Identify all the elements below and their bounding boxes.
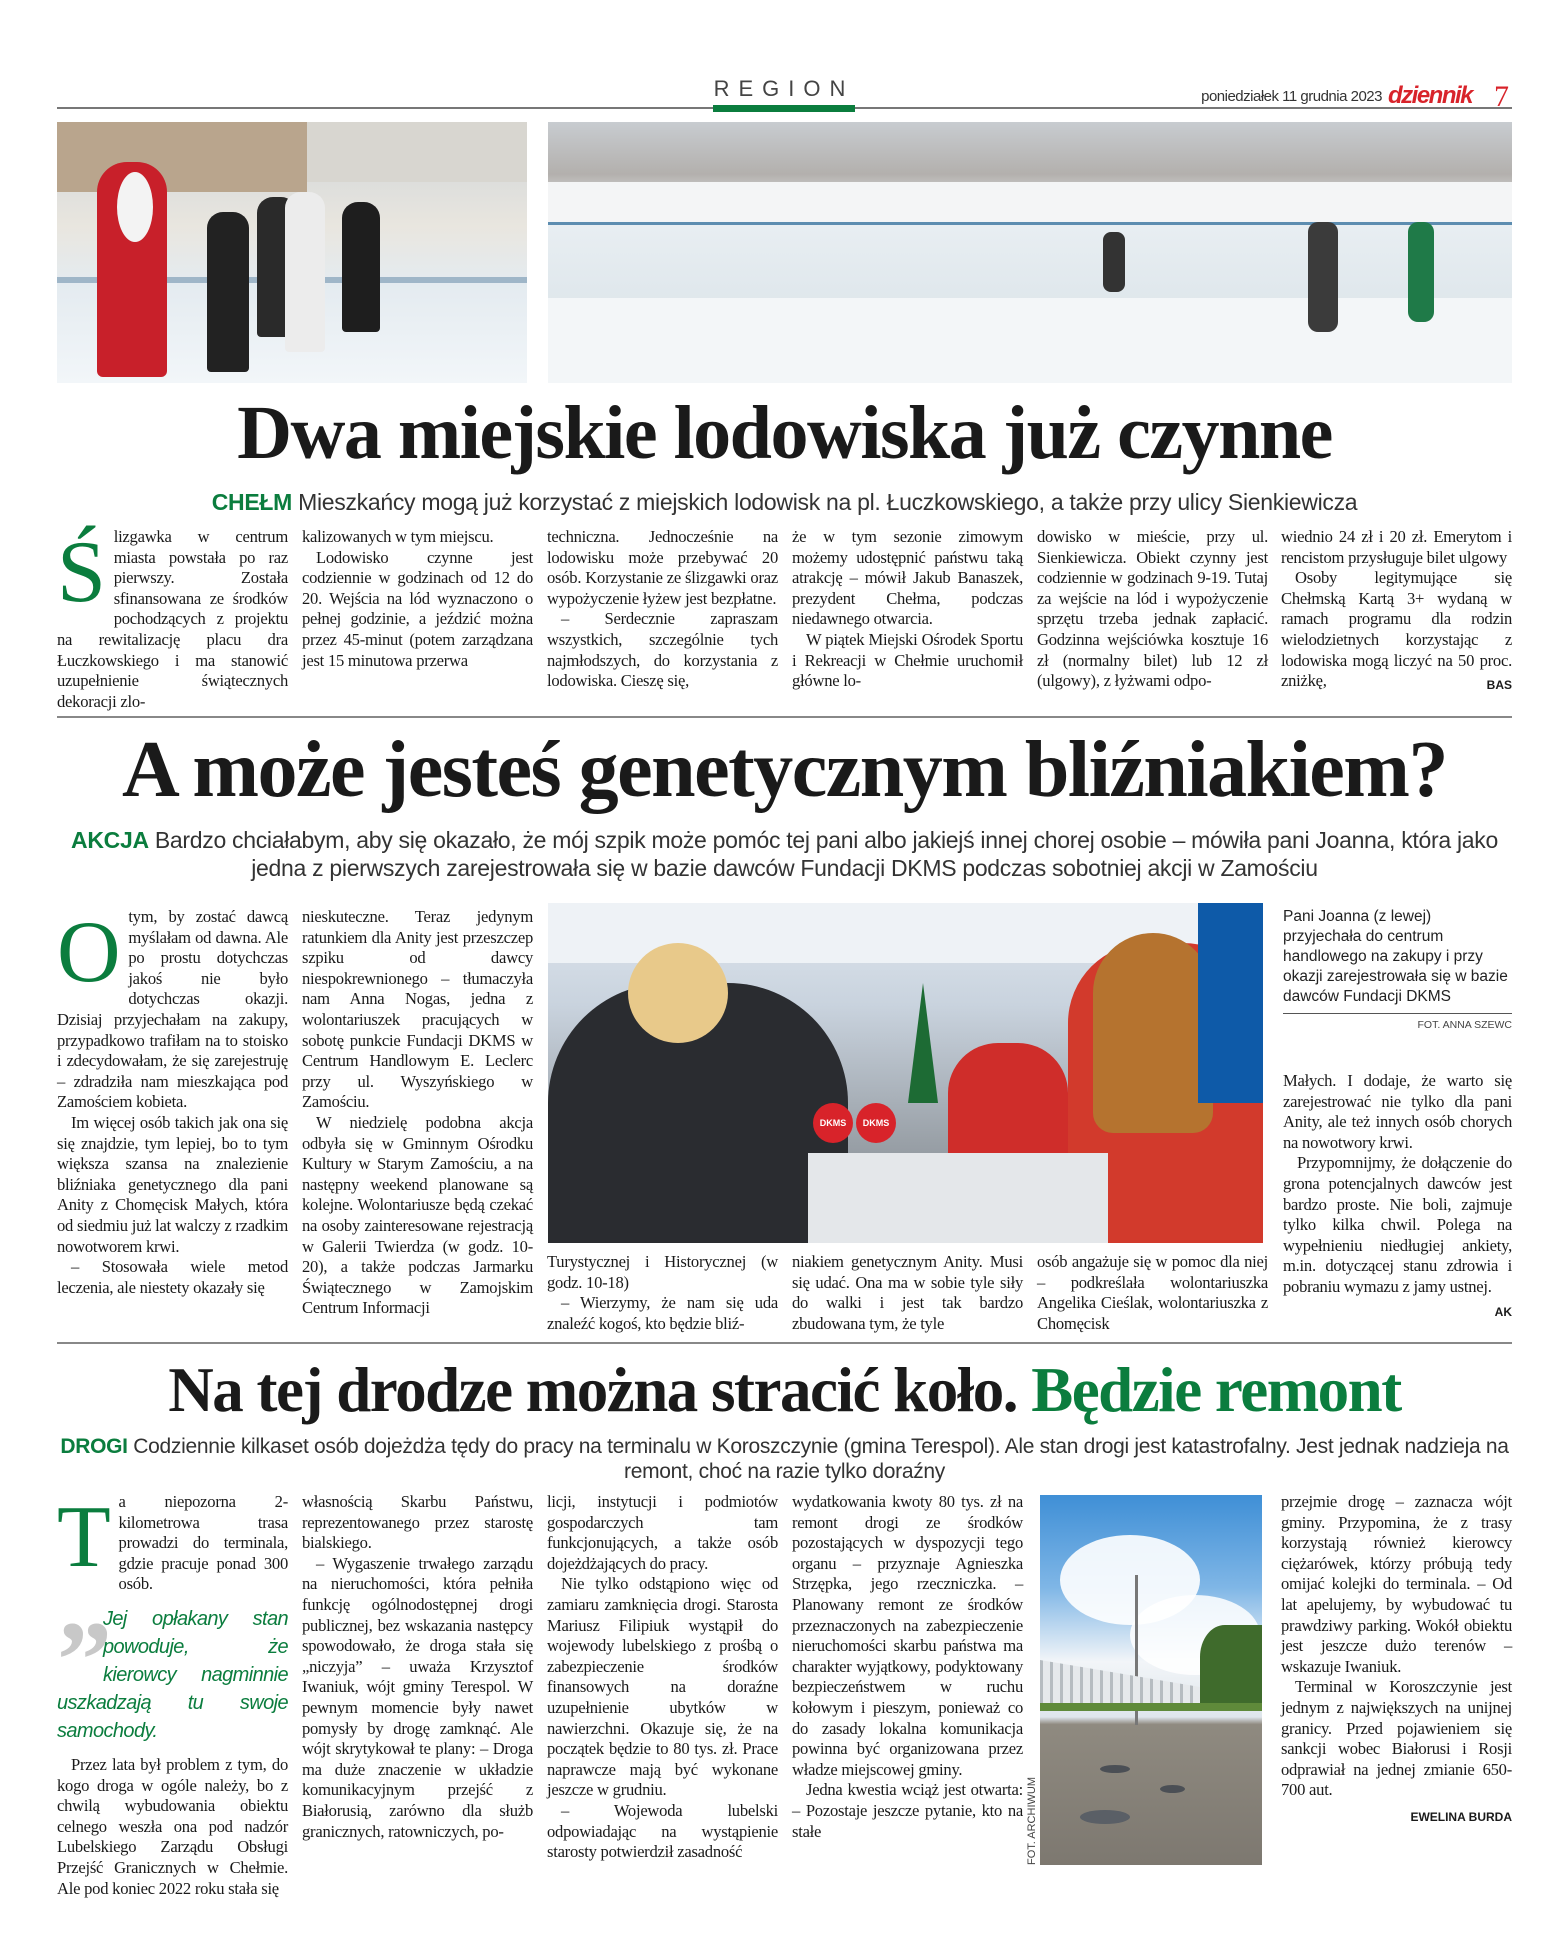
paragraph: wydatkowania kwoty 80 tys. zł na remont drogi ze środków pozostających w dyspozycji tego organu – przyznaje Agnieszka Strzępka, jego rzeczniczka. – Planowany remont ze środków przeznaczonych na zabezpieczenie nieruchomości skarbu państwa ma charakter wyjątkowy, podyktowany bezpieczeństwem w ruchu kołowym i pieszym, ponieważ co do zasady lokalna komunikacja powinna być organizowana przez władze miejscowej gminy. <box>792 1492 1023 1779</box>
lead-road-repair <box>57 1434 1512 1484</box>
paragraph: że w tym sezonie zimowym możemy udostępnić państwu taką atrakcję – mówił Jakub Banaszek, prezydent Chełma, podczas niedawnego otwarcia. <box>792 527 1023 629</box>
photo-santa-skating <box>57 122 527 383</box>
paragraph: Nie tylko odstąpiono więc od zamiaru zamknięcia drogi. Starosta Mariusz Filipiuk wystąpił do wojewody lubelskiego z prośbą o zabezpieczenie środków finansowych na doraźne uzupełnienie ubytków w nawierzchni. Okazuje się, że na początek będzie to 80 tys. zł. Prace naprawcze mają być wykonane jeszcze w grudniu. <box>547 1574 778 1800</box>
page-number: 7 <box>1494 80 1509 113</box>
article-divider <box>57 716 1512 718</box>
headline-main: Na tej drodze można stracić koło. <box>168 1355 1017 1425</box>
lead-text: Mieszkańcy mogą już korzystać z miejskich lodowisk na pl. Łuczkowskiego, a także przy ulicy Sienkiewicza <box>298 489 1358 515</box>
author-signature: EWELINA BURDA <box>1410 1809 1512 1824</box>
lead-tag: DROGI <box>60 1435 128 1458</box>
photo-dkms-stand <box>548 903 1263 1243</box>
photo-damaged-road <box>1040 1495 1262 1865</box>
photo-caption: Pani Joanna (z lewej) przyjechała do centrum handlowego na zakupy i przy okazji zarejestrowała się w bazie dawców Fundacji DKMS <box>1283 908 1508 1005</box>
paragraph: Jedna kwestia wciąż jest otwarta: – Pozostaje jeszcze pytanie, kto na stałe <box>792 1780 1023 1841</box>
article1-column-3 <box>547 527 778 692</box>
article2-column-6 <box>1283 907 1512 1322</box>
article2-column-5 <box>1037 1252 1268 1334</box>
paragraph: Terminal w Koroszczynie jest jednym z największych na unijnej granicy. Przed pojawieniem się sankcji wobec Białorusi i Rosji odprawiał na jednej zmianie 650-700 aut. <box>1281 1677 1512 1800</box>
paragraph: a niepozorna 2-kilometrowa trasa prowadzi do terminala, gdzie pracuje ponad 300 osób. <box>118 1492 288 1594</box>
article3-column-2 <box>302 1492 533 1842</box>
article1-column-6 <box>1281 527 1512 696</box>
article2-column-3 <box>547 1252 778 1334</box>
paragraph: techniczna. Jednocześnie na lodowisku może przebywać 20 osób. Korzystanie ze ślizgawki oraz wypożyczenie łyżew jest bezpłatne. <box>547 527 778 608</box>
paragraph: osób angażuje się w pomoc dla niej – podkreślała wolontariuszka Angelika Cieślak, wolontariuszka z Chomęcisk <box>1037 1252 1268 1333</box>
author-signature: BAS <box>1486 678 1512 693</box>
paragraph: – Stosowała wiele metod leczenia, ale niestety okazały się <box>57 1257 288 1297</box>
paragraph: nieskuteczne. Teraz jedynym ratunkiem dla Anity jest przeszczep szpiku od dawcy niespokrewnionego – tłumaczyła nam Anna Nogas, jedna z wolontariuszek pracujących w sobotę punkcie Fundacji DKMS w Centrum Handlowym E. Leclerc przy ul. Wyszyńskiego w Zamościu. <box>302 907 533 1112</box>
lead-text: Codziennie kilkaset osób dojeżdża tędy do pracy na terminalu w Koroszczynie (gmina Terespol). Ale stan drogi jest katastrofalny. Jest jednak nadzieja na remont, choć na razie tylko doraźny <box>133 1435 1509 1483</box>
drop-cap: Ś <box>57 524 106 621</box>
lead-ice-rinks <box>57 488 1512 516</box>
paragraph: Im więcej osób takich jak ona się się znajdzie, tym lepiej, bo to tym większa szansa na znalezienie bliźniaka genetycznego dla pani Anity z Chomęcisk Małych, która od siedmiu już lat walczy z rzadkim nowotworem krwi. <box>57 1112 288 1256</box>
article-divider <box>57 1342 1512 1344</box>
paragraph: własnością Skarbu Państwu, reprezentowanego przez starostę bialskiego. <box>302 1492 533 1553</box>
paragraph: – Wygaszenie trwałego zarządu na nieruchomości, która pełniła funkcję ogólnodostępnej drogi publicznej, bez wskazania następcy spowodowało, że droga stała się „niczyja” – uważa Krzysztof Iwaniuk, wójt gminy Terespol. W pewnym momencie były nawet pomysły by drogę zamknąć. Ale wójt skrytykował te plany: – Droga ma duże znaczenie w układzie komunikacyjnym przejść z Białorusią, zarówno dla służb granicznych, ratowniczych, po- <box>302 1553 533 1841</box>
headline-road-repair <box>57 1352 1512 1428</box>
paragraph: niakiem genetycznym Anity. Musi się udać. Ona ma w sobie tyle siły do walki i jest tak bardzo zbudowana tym, że tyle <box>792 1252 1023 1333</box>
paragraph: Małych. I dodaje, że warto się zarejestrować nie tylko dla pani Anity, ale też innych osób chorych na nowotwory krwi. <box>1283 1071 1512 1152</box>
paragraph: – Wojewoda lubelski odpowiadając na wystąpienie starosty potwierdził zasadność <box>547 1800 778 1862</box>
paragraph: kalizowanych w tym miejscu. <box>302 527 494 546</box>
photo-credit-vertical: FOT. ARCHIWUM <box>1026 1777 1038 1865</box>
article3-column-6 <box>1281 1492 1512 1828</box>
article2-column-4 <box>792 1252 1023 1334</box>
article1-column-1 <box>57 524 288 712</box>
quote-mark-icon: ” <box>57 1598 112 1721</box>
article3-column-3 <box>547 1492 778 1863</box>
dkms-lollipop: DKMS <box>813 1103 853 1143</box>
author-signature: AK <box>1494 1304 1512 1319</box>
headline-ice-rinks: Dwa miejskie lodowiska już czynne <box>237 391 1332 475</box>
paragraph: lizgawka w centrum miasta powstała po raz pierwszy. Została sfinansowana ze środków pochodzących z projektu na rewitalizację placu dra Łuczkowskiego i ma stanowić uzupełnienie świątecznych dekoracji zlo- <box>57 527 288 711</box>
issue-date: poniedziałek 11 grudnia 2023 <box>1201 88 1382 105</box>
article3-column-4 <box>792 1492 1023 1842</box>
pull-quote <box>57 1598 288 1745</box>
lead-genetic-twin <box>57 826 1512 882</box>
paragraph: tym, by zostać dawcą myślałam od dawna. Ale po prostu dotychczas jakoś nie było dotychczas okazji. Dzisiaj przyjechałam na zakupy, przypadkowo trafiłam na to stoisko i zdecydowałam, że się zarejestruję – zdradziła nam mieszkająca pod Zamościem kobieta. <box>57 907 288 1112</box>
article1-column-5 <box>1037 527 1268 692</box>
paragraph: – Wierzymy, że nam się uda znaleźć kogoś, kto będzie bliź- <box>547 1293 778 1333</box>
photo-credit: FOT. ANNA SZEWC <box>1417 1019 1512 1031</box>
headline-genetic-twin: A może jesteś genetycznym bliźniakiem? <box>122 726 1447 814</box>
paragraph: dowisko w mieście, przy ul. Sienkiewicza. Obiekt czynny jest codziennie w godzinach 9-19. Tutaj za wejście na lód i wypożyczenie sprzętu trzeba jednak zapłacić. Godzinna wejściówka kosztuje 16 zł (normalny bilet) lub 12 zł (ulgowy), z łyżwami odpo- <box>1037 527 1268 691</box>
article1-column-2 <box>302 527 533 671</box>
drop-cap: T <box>57 1489 111 1586</box>
paragraph: przejmie drogę – zaznacza wójt gminy. Przypomina, że z trasy korzystają również kierowcy ciężarówek, którzy próbują tedy omijać kolejki do terminala. – Od lat apelujemy, by wybudować tu prawdziwy parking. Wokół obiektu jest jeszcze dużo terenów – wskazuje Iwaniuk. <box>1281 1492 1512 1676</box>
pull-quote-text: Jej opłakany stan powoduje, że kierowcy nagminnie uszkadzają tu swoje samochody. <box>57 1607 288 1742</box>
lead-tag: AKCJA <box>71 827 149 853</box>
paragraph: Osoby legitymujące się Chełmską Kartą 3+ wydaną w ramach programu dla rodzin wielodzietnych korzystając z lodowiska mogą liczyć na 50 proc. zniżkę, BAS <box>1281 568 1512 692</box>
headline-accent: Będzie remont <box>1031 1355 1401 1425</box>
paragraph: licji, instytucji i podmiotów gospodarczych tam funkcjonujących, a także osób dojeżdżających do pracy. <box>547 1492 778 1573</box>
photo-ice-rink <box>548 122 1512 383</box>
article1-column-4 <box>792 527 1023 692</box>
section-bar <box>713 105 855 112</box>
article2-column-6-text <box>1283 1071 1512 1319</box>
article3-column-1 <box>57 1489 288 1899</box>
paragraph: Lodowisko czynne jest codziennie w godzinach od 12 do 20. Wejścia na lód wyznaczono o pełnej godzinie, a jeździć można przez 45-minut (potem zarządzana jest 15 minutowa przerwa <box>302 547 533 670</box>
newspaper-logo: dziennik <box>1388 82 1473 109</box>
lead-tag: CHEŁM <box>211 489 293 515</box>
article2-column-1 <box>57 904 288 1298</box>
paragraph: – Serdecznie zapraszam wszystkich, szczególnie tych najmłodszych, do korzystania z lodowiska. Cieszę się, <box>547 609 778 691</box>
paragraph: wiednio 24 zł i 20 zł. Emerytom i rencistom przysługuje bilet ulgowy <box>1281 527 1512 567</box>
caption-rule <box>1283 1013 1512 1014</box>
dkms-lollipop: DKMS <box>856 1103 896 1143</box>
drop-cap: O <box>57 904 121 1001</box>
paragraph: Turystycznej i Historycznej (w godz. 10-18) <box>547 1252 778 1292</box>
paragraph: W niedzielę podobna akcja odbyła się w Gminnym Ośrodku Kultury w Starym Zamościu, a na następny weekend planowane są kolejne. Wolontariusze będą czekać na osoby zainteresowane rejestracją w Galerii Twierdza (w godz. 10-20), a także podczas Jarmarku Świątecznego w Zamojskim Centrum Informacji <box>302 1112 533 1318</box>
paragraph: Przez lata był problem z tym, do kogo droga w ogóle należy, bo z chwilą wybudowania obiektu celnego weszła ona pod nadzór Lubelskiego Zarządu Obsługi Przejść Granicznych w Chełmie. Ale pod koniec 2022 roku stała się <box>57 1754 288 1898</box>
paragraph: W piątek Miejski Ośrodek Sportu i Rekreacji w Chełmie uruchomił główne lo- <box>792 629 1023 691</box>
article2-column-2 <box>302 907 533 1319</box>
paragraph: Przypomnijmy, że dołączenie do grona potencjalnych dawców jest bardzo proste. Nie boli, zajmuje tylko kilka chwil. Polega na wypełnieniu niedługiej ankiety, m.in. dotyczącej stanu zdrowia i pobraniu wymazu z jamy ustnej. AK <box>1283 1153 1512 1297</box>
lead-text: Bardzo chciałabym, aby się okazało, że mój szpik może pomóc tej pani albo jakiejś innej chorej osobie – mówiła pani Joanna, która jako jedna z pierwszych zarejestrowała się w bazie dawców Fundacji DKMS podczas sobotniej akcji w Zamościu <box>154 827 1498 881</box>
section-title: REGION <box>713 76 855 101</box>
